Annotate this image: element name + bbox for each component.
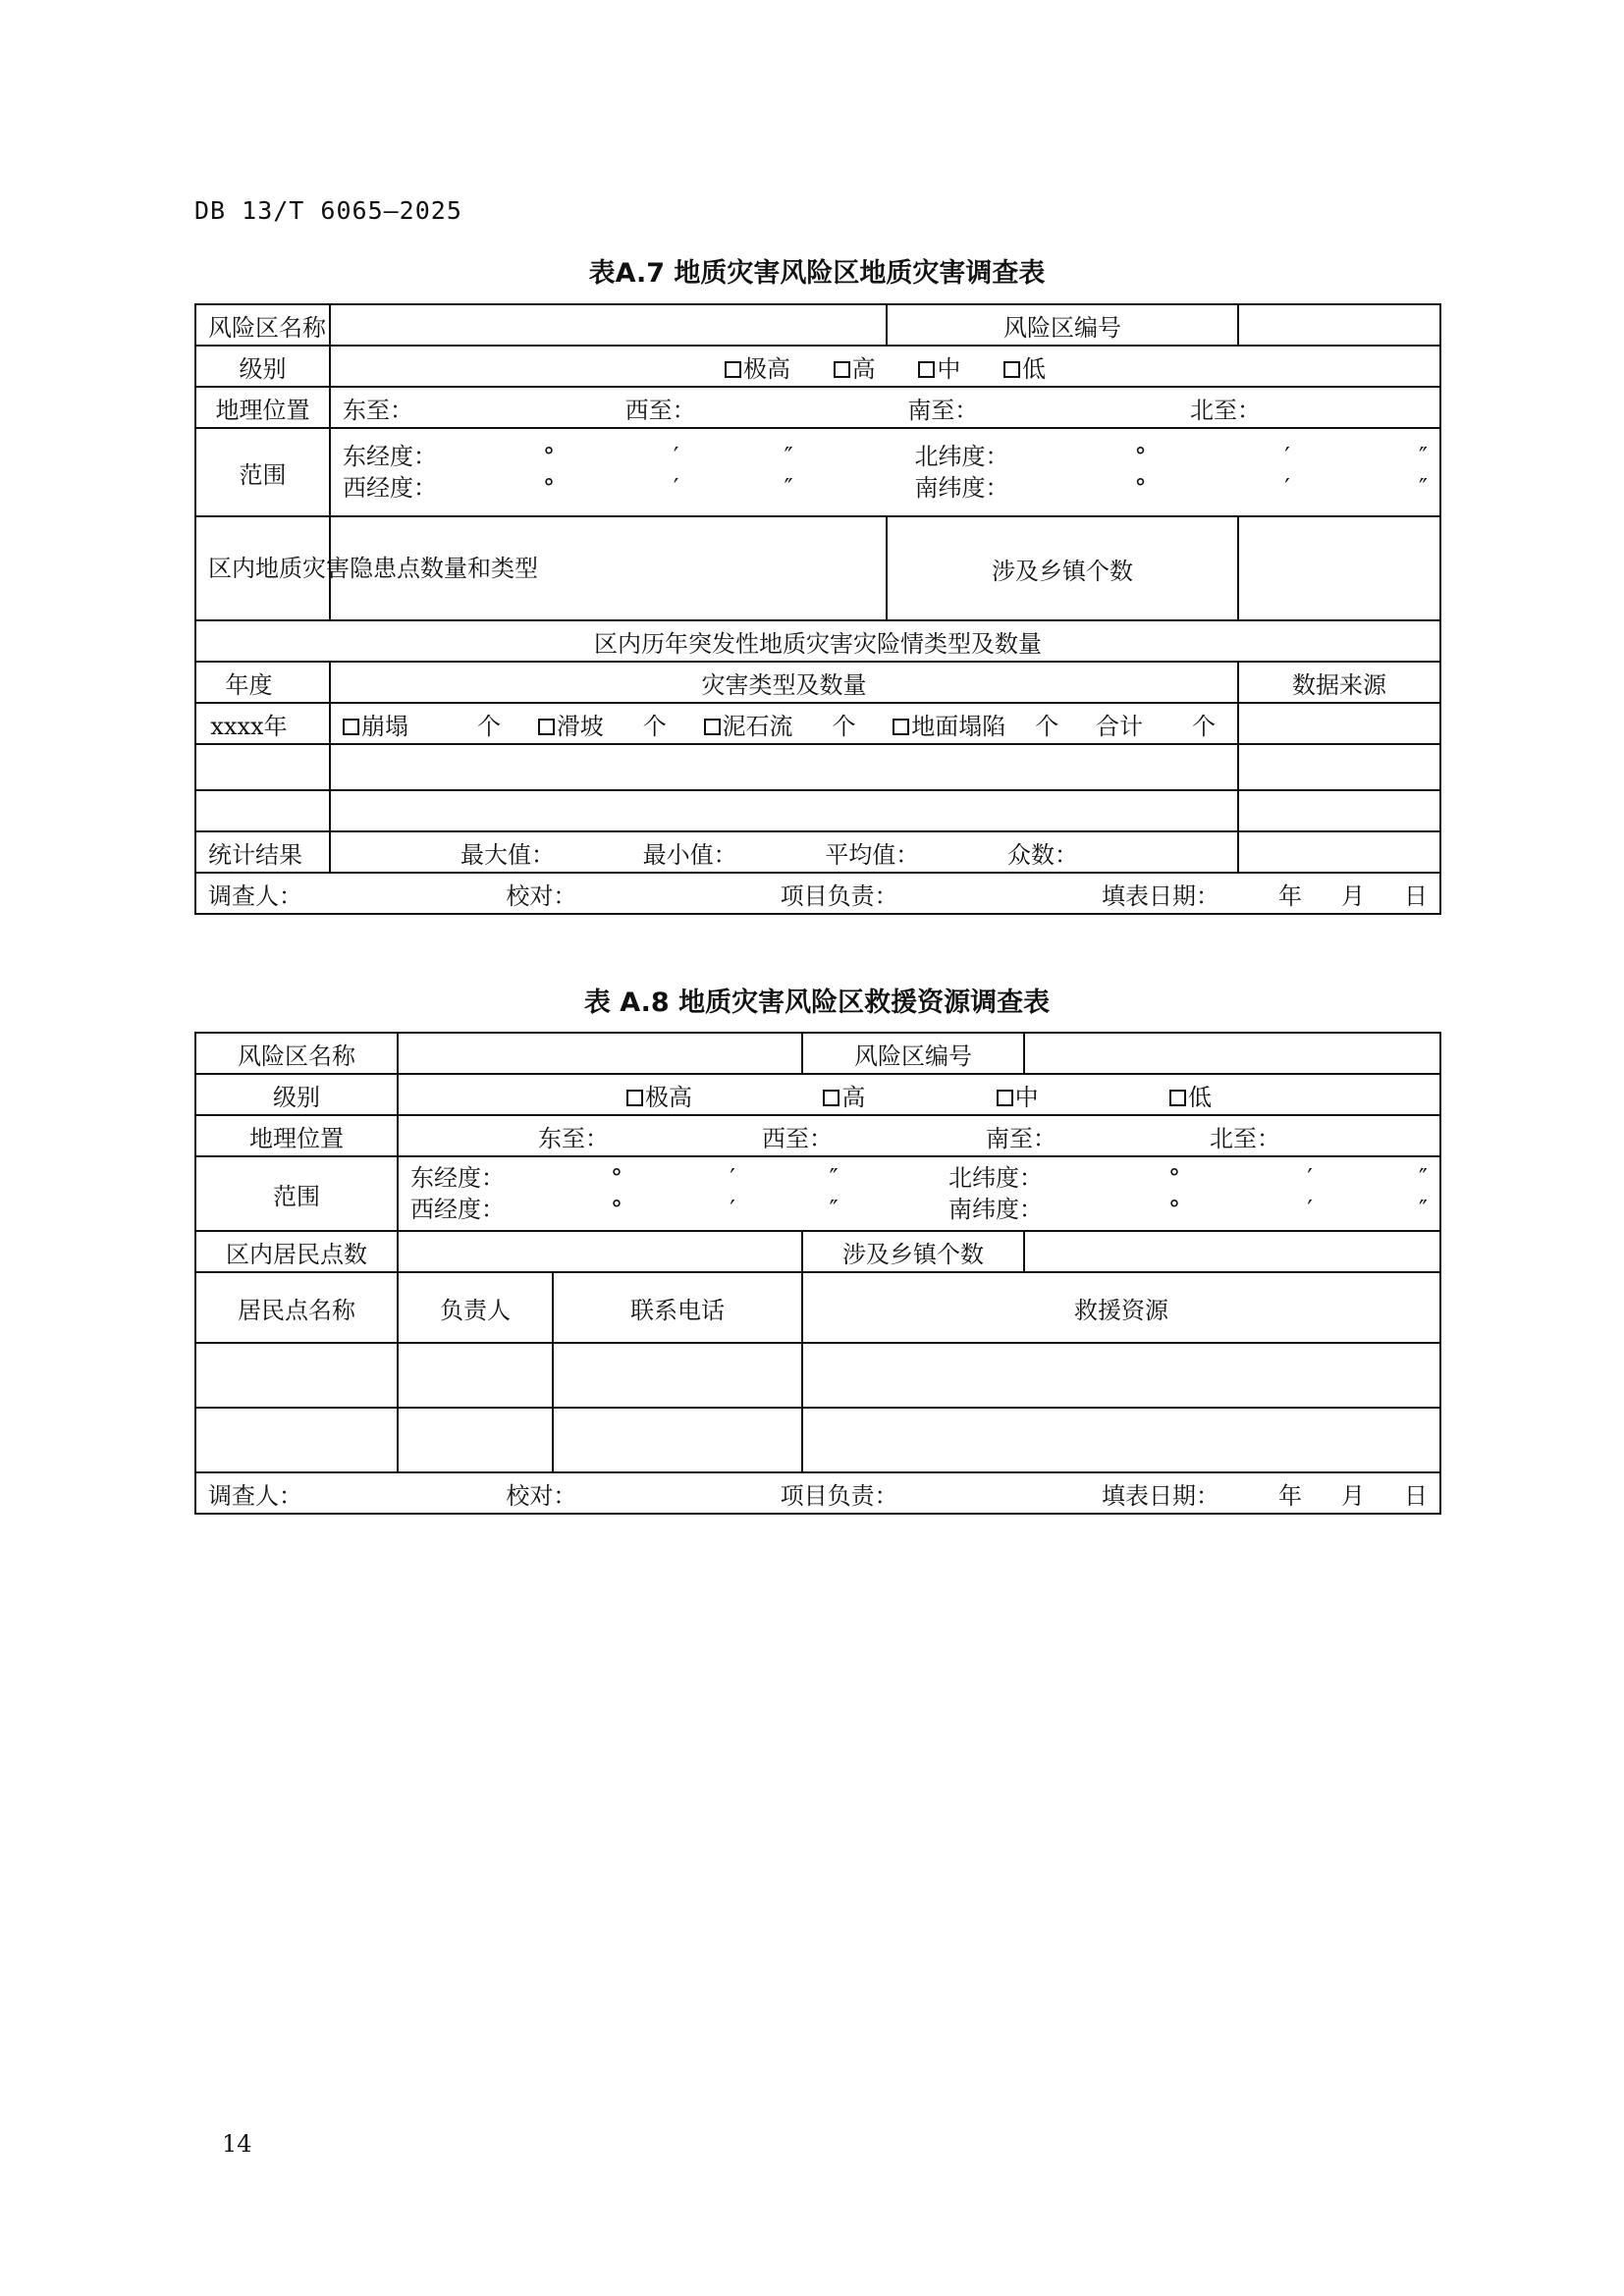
south-latitude-label: 南纬度： [948,1196,1043,1223]
north-latitude-label: 北纬度： [914,443,1009,470]
east-longitude-label: 东经度： [343,443,437,470]
checkbox-icon[interactable] [704,719,721,735]
project-lead-label: 项目负责： [780,881,898,910]
level-options [330,346,1440,387]
west-longitude-label: 西经度： [343,474,437,502]
location-label: 地理位置 [195,387,330,428]
level-option-high[interactable]: 高 [823,1078,865,1112]
east-longitude-label: 东经度： [410,1164,505,1192]
east-bound-label: 东至： [538,1124,609,1152]
level-option-low[interactable]: 低 [1169,1078,1212,1112]
level-label: 级别 [195,1074,398,1115]
table-a7 [194,303,1441,915]
stat-mean-label: 平均值： [825,840,920,869]
checkbox-icon[interactable] [893,719,909,735]
year-value: xxxx年 [195,703,330,744]
stats-label: 统计结果 [195,831,330,873]
level-option-extreme[interactable]: 极高 [725,355,790,383]
proofreader-label: 校对： [506,1481,577,1510]
type-count-row[interactable] [330,703,1238,744]
level-label: 级别 [195,346,330,387]
location-fields[interactable] [398,1115,1440,1156]
fill-date: 填表日期： 年 月 日 [1101,881,1428,910]
project-lead-label: 项目负责： [780,1481,898,1510]
table-a8 [194,1032,1441,1515]
risk-area-code-label: 风险区编号 [887,304,1238,346]
resident-name-field[interactable] [195,1343,398,1408]
rescue-resources-field[interactable] [802,1408,1440,1472]
checkbox-icon[interactable] [343,719,359,735]
table-a7-footer [195,873,1440,914]
checkbox-icon[interactable] [918,361,935,378]
risk-area-name-field[interactable] [330,304,887,346]
range-fields[interactable]: 东经度： ° ′ ″ 北纬度： ° ′ ″ 西经度： ° ′ ″ 南纬度： ° ′ ″ [398,1156,1440,1231]
investigator-label: 调查人： [208,1481,302,1510]
type-count-column-header: 灾害类型及数量 [330,662,1238,703]
towns-count-field[interactable] [1238,516,1440,620]
east-bound-label: 东至： [343,396,413,424]
range-label: 范围 [195,428,330,516]
type-landslide[interactable]: 滑坡 个 [538,707,667,741]
location-fields[interactable] [330,387,1440,428]
hazard-count-label: 区内地质灾害隐患点数量和类型 [195,516,330,620]
west-bound-label: 西至： [762,1124,833,1152]
risk-area-name-label: 风险区名称 [195,1033,398,1074]
risk-area-name-field[interactable] [398,1033,802,1074]
south-latitude-label: 南纬度： [914,474,1009,502]
history-section-label: 区内历年突发性地质灾害灾险情类型及数量 [195,620,1440,662]
contact-person-field[interactable] [398,1343,553,1408]
table-a8-title: 表 A.8 地质灾害风险区救援资源调查表 [583,988,1051,1018]
investigator-label: 调查人： [208,881,302,910]
phone-field[interactable] [553,1343,802,1408]
west-longitude-label: 西经度： [410,1196,505,1223]
checkbox-icon[interactable] [626,1090,643,1106]
towns-count-label: 涉及乡镇个数 [802,1231,1024,1272]
table-a8-footer [195,1472,1440,1514]
type-collapse[interactable]: 崩塌 个 [343,707,501,741]
contact-person-field[interactable] [398,1408,553,1472]
checkbox-icon[interactable] [997,1090,1013,1106]
checkbox-icon[interactable] [1169,1090,1186,1106]
resident-name-field[interactable] [195,1408,398,1472]
towns-count-field[interactable] [1024,1231,1440,1272]
location-label: 地理位置 [195,1115,398,1156]
phone-field[interactable] [553,1408,802,1472]
level-option-medium[interactable]: 中 [997,1078,1039,1112]
level-option-low[interactable]: 低 [1003,355,1046,383]
type-count-field[interactable] [330,790,1238,831]
risk-area-code-label: 风险区编号 [802,1033,1024,1074]
data-source-field[interactable] [1238,703,1440,744]
data-source-field[interactable] [1238,790,1440,831]
stat-mode-label: 众数： [1006,840,1078,869]
north-bound-label: 北至： [1189,396,1261,424]
stat-max-label: 最大值： [460,840,555,869]
checkbox-icon[interactable] [823,1090,839,1106]
checkbox-icon[interactable] [538,719,555,735]
range-label: 范围 [195,1156,398,1231]
level-option-extreme[interactable]: 极高 [626,1078,692,1112]
year-field[interactable] [195,744,330,790]
contact-person-column-header: 负责人 [398,1272,553,1343]
data-source-column-header: 数据来源 [1238,662,1440,703]
type-count-field[interactable] [330,744,1238,790]
table-a7-title: 表A.7 地质灾害风险区地质灾害调查表 [588,258,1046,289]
fill-date: 填表日期： 年 月 日 [1101,1481,1428,1510]
north-latitude-label: 北纬度： [948,1164,1043,1192]
residents-count-field[interactable] [398,1231,802,1272]
checkbox-icon[interactable] [725,361,741,378]
year-field[interactable] [195,790,330,831]
level-option-medium[interactable]: 中 [918,355,960,383]
type-debris-flow[interactable]: 泥石流 个 [704,707,856,741]
stat-min-label: 最小值： [642,840,737,869]
checkbox-icon[interactable] [834,361,850,378]
stats-fields[interactable] [330,831,1238,873]
south-bound-label: 南至： [907,396,979,424]
risk-area-name-label: 风险区名称 [195,304,330,346]
residents-count-label: 区内居民点数 [195,1231,398,1272]
resident-name-column-header: 居民点名称 [195,1272,398,1343]
level-option-high[interactable]: 高 [834,355,876,383]
type-total: 合计 个 [1096,712,1216,740]
checkbox-icon[interactable] [1003,361,1020,378]
stats-source-field[interactable] [1238,831,1440,873]
level-options [398,1074,1440,1115]
type-ground-collapse[interactable]: 地面塌陷 个 [893,707,1058,741]
north-bound-label: 北至： [1210,1124,1280,1152]
page-number: 14 [222,2130,252,2158]
data-source-field[interactable] [1238,744,1440,790]
range-fields[interactable]: 东经度： ° ′ ″ 北纬度： ° ′ ″ 西经度： ° ′ ″ 南纬度： ° ′ ″ [330,428,1440,516]
phone-column-header: 联系电话 [553,1272,802,1343]
rescue-resources-field[interactable] [802,1343,1440,1408]
west-bound-label: 西至： [624,396,696,424]
south-bound-label: 南至： [986,1124,1056,1152]
risk-area-code-field[interactable] [1024,1033,1440,1074]
risk-area-code-field[interactable] [1238,304,1440,346]
proofreader-label: 校对： [506,881,577,910]
year-column-header: 年度 [195,662,330,703]
document-code: DB 13/T 6065—2025 [194,196,462,225]
towns-count-label: 涉及乡镇个数 [887,516,1238,620]
rescue-resources-column-header: 救援资源 [802,1272,1440,1343]
